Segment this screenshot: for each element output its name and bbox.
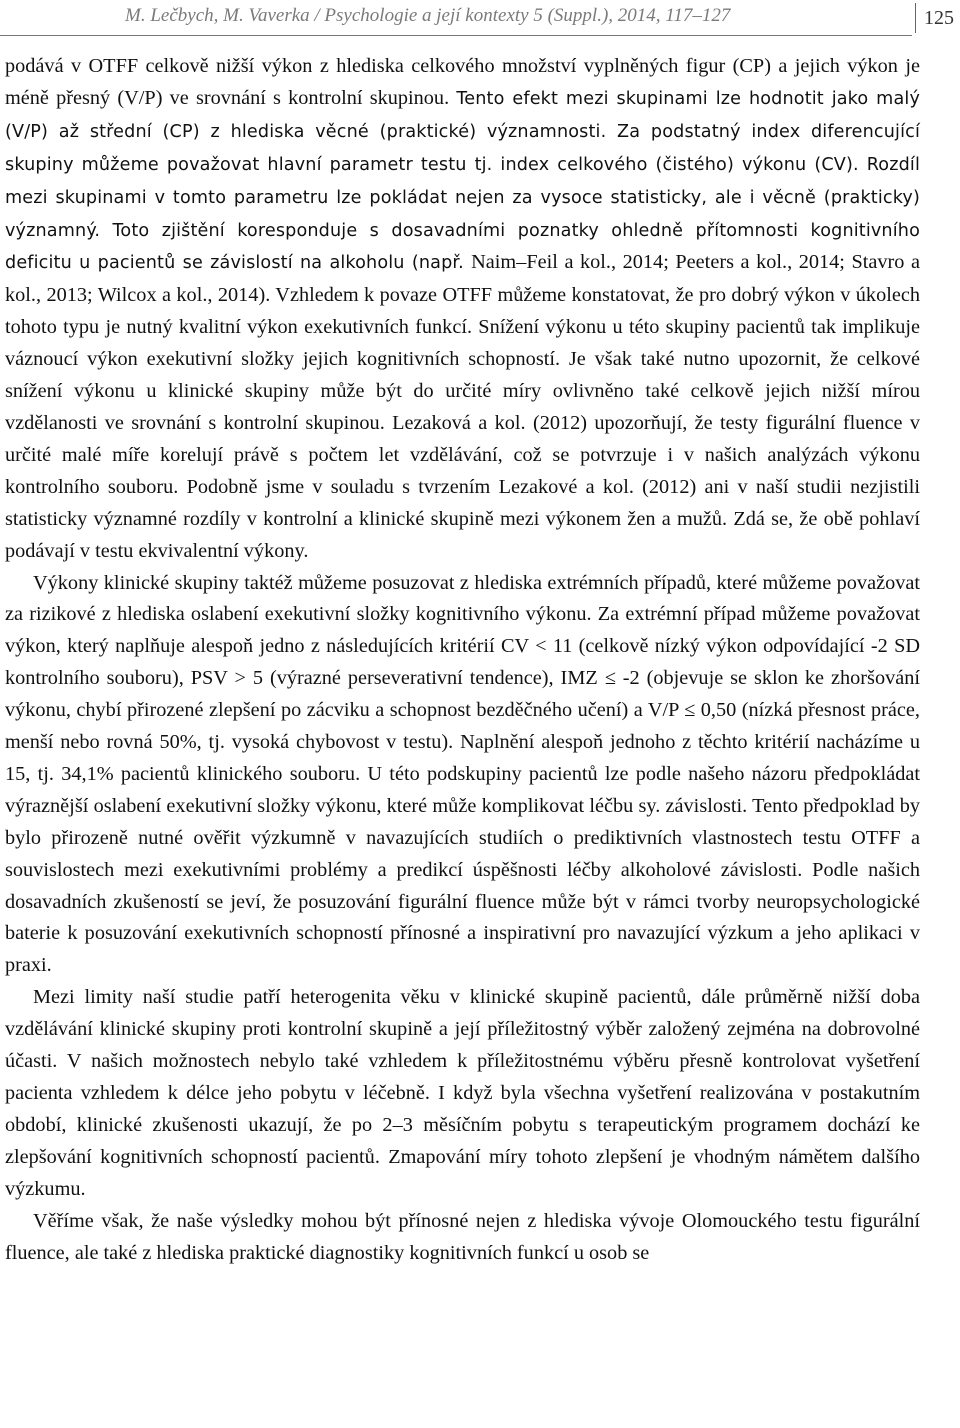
text-run: Mezi limity naší studie patří heterogenita věku v klinické skupině pacientů, dále průměrně nižší doba vzdělávání klinické skupiny proti kontrolní skupině a její příležitostný výběr založený zejména na dobrovolné účasti. V našich možnostech nebylo také vzhledem k příležitostnému výběru přesně kontrolovat vyšetření pacienta vzhledem k délce jeho pobytu v léčebně. I když byla všechna vyšetření realizována v postakutním období, klinické zkušenosti ukazují, že po 2–3 měsíčním pobytu s terapeutickým programem dochází ke zlepšování kognitivních schopností pacientů. Zmapování míry tohoto zlepšení je vhodným námětem dalšího výzkumu. [5,986,920,1200]
paragraph [5,982,920,1205]
paragraph [5,1206,920,1270]
running-head: M. Lečbych, M. Vaverka / Psychologie a její kontexty 5 (Suppl.), 2014, 117–127 [125,5,731,26]
text-run: Věříme však, že naše výsledky mohou být přínosné nejen z hlediska vývoje Olomouckého testu figurální fluence, ale také z hlediska praktické diagnostiky kognitivních funkcí u osob se [5,1209,920,1264]
body-text [5,51,920,1269]
text-run: Naim–Feil a kol., 2014; Peeters a kol., 2014; Stavro a kol., 2013; Wilcox a kol., 2014). Vzhledem k povaze OTFF můžeme konstatovat, že pro dobrý výkon v úkolech tohoto typu je nutný kvalitní výkon exekutivních funkcí. Snížení výkonu u této skupiny pacientů tak implikuje váznoucí výkon exekutivní složky jejich kognitivních schopností. Je však také nutno upozornit, že celkové snížení výkonu u klinické skupiny může být do určité míry ovlivněno také celkově jejich nižší mírou vzdělanosti ve srovnání s kontrolní skupinou. Lezaková a kol. (2012) upozorňují, že testy figurální fluence v určité malé míře korelují právě s počtem let vzdělávání, což se potvrzuje i v našich analýzách výkonu kontrolního souboru. Podobně jsme v souladu s tvrzením Lezakové a kol. (2012) ani v naší studii nezjistili statisticky významné rozdíly v kontrolní a klinické skupině mezi výkonem žen a mužů. Zdá se, že obě pohlaví podávají v testu ekvivalentní výkony. [5,251,920,562]
text-run: Výkony klinické skupiny taktéž můžeme posuzovat z hlediska extrémních případů, které můžeme považovat za rizikové z hlediska oslabení exekutivní složky kognitivního výkonu. Za extrémní případ můžeme považovat výkon, který naplňuje alespoň jedno z následujících kritérií CV < 11 (celkově nízký výkon odpovídající -2 SD kontrolního souboru), PSV > 5 (výrazné perseverativní tendence), IMZ ≤ -2 (objevuje se sklon ke zhoršování výkonu, chybí přirozené zlepšení po zácviku a schopnost bezděčného učení) a V/P ≤ 0,50 (nízká přesnost práce, menší nebo rovná 50%, tj. vysoká chybovost v testu). Naplnění alespoň jednoho z těchto kritérií nacházíme u 15, tj. 34,1% pacientů klinického souboru. U této podskupiny pacientů lze podle našeho názoru předpokládat výraznější oslabení exekutivní složky výkonu, které může komplikovat léčbu sy. závislosti. Tento předpoklad by bylo přirozeně nutné ověřit výzkumně v navazujících studiích o prediktivních vlastnostech testu OTFF a souvislostech mezi exekutivními problémy a predikcí úspěšnosti léčby alkoholové závislosti. Podle našich dosavadních zkušeností se jeví, že posuzování figurální fluence může být v rámci tvorby neuropsychologické baterie k posuzování exekutivních schopností přínosné a inspirativní pro navazující výzkum a jeho aplikaci v praxi. [5,571,920,977]
text-run: Tento efekt mezi skupinami lze hodnotit jako malý (V/P) až střední (CP) z hlediska věcné (praktické) významnosti. Za podstatný index diferencující skupiny můžeme považovat hlavní parametr testu tj. index celkového (čistého) výkonu (CV). Rozdíl mezi skupinami v tomto parametru lze pokládat nejen za vysoce statisticky, ale i věcně (prakticky) významný. Toto zjištění koresponduje s dosavadními poznatky ohledně přítomnosti kognitivního deficitu u pacientů se závislostí na alkoholu (např. [5,88,921,274]
paragraph [5,568,920,983]
text-run: podává v OTFF celkově nižší výkon z hlediska celkového množství vyplněných figur (CP) a jejich výkon je méně přesný (V/P) ve srovnání s kontrolní skupinou. [5,55,920,109]
paragraph [5,51,920,568]
page-number: 125 [915,3,954,33]
header-rule [0,35,912,36]
page-header [0,0,960,38]
